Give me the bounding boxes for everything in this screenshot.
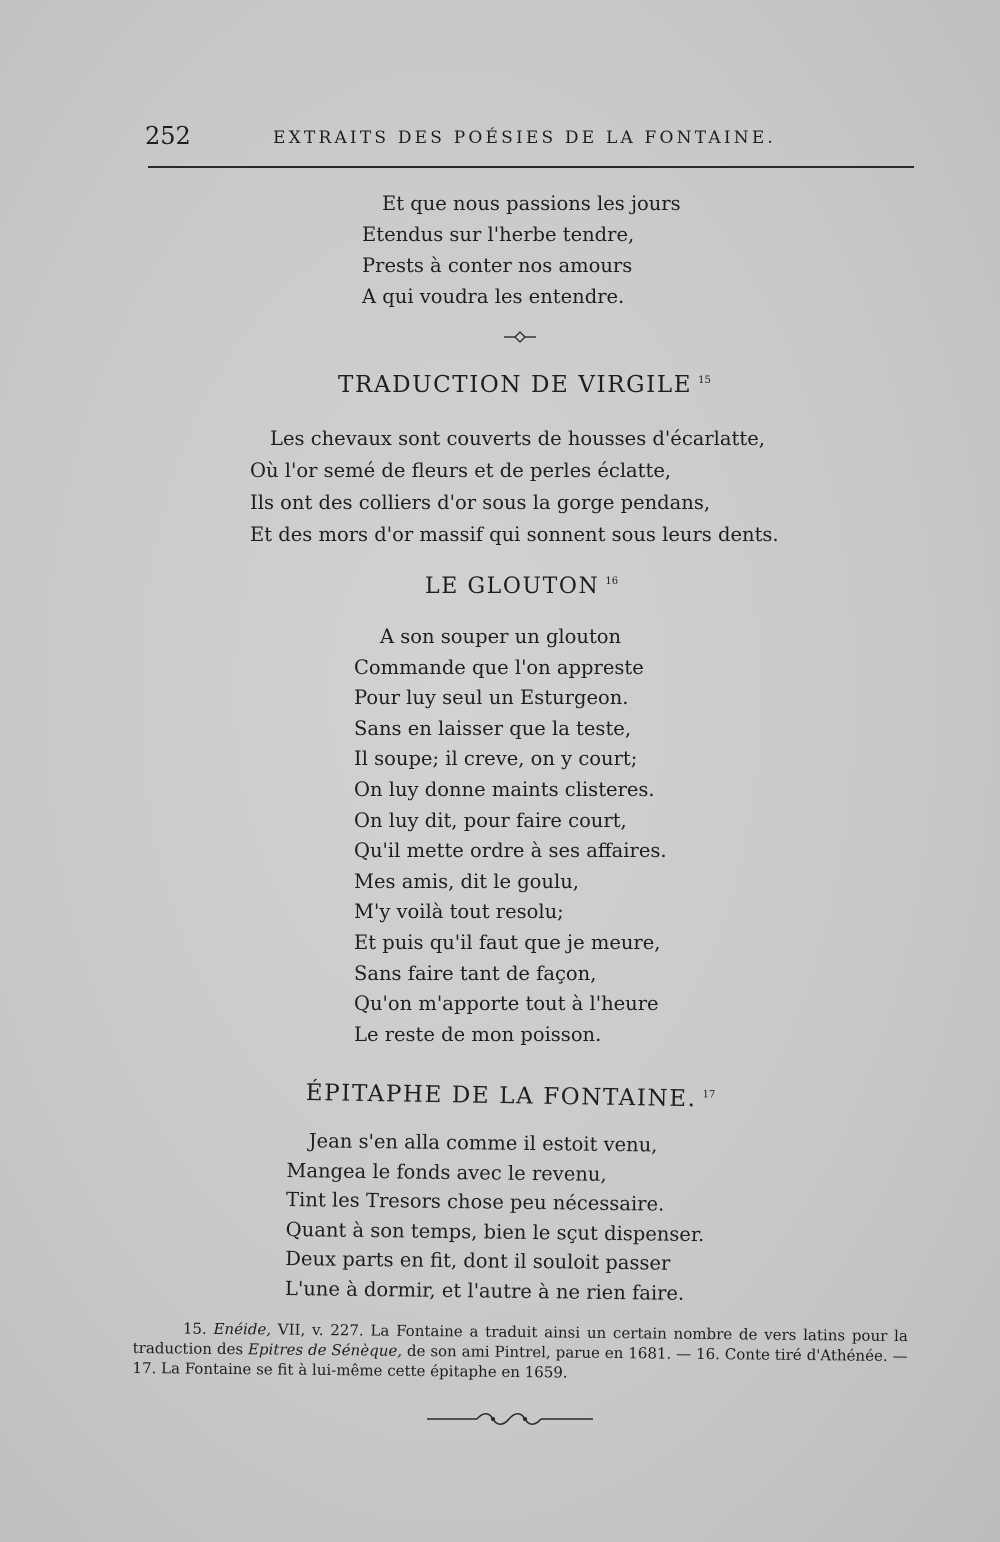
verse-line: Quant à son temps, bien le sçut dispenser. [285, 1217, 705, 1246]
verse-line: Les chevaux sont couverts de housses d'écarlatte, [270, 427, 765, 450]
section-ornament [500, 328, 540, 346]
footnote-text: 15. Enéide, VII, v. 227. La Fontaine a traduit ainsi un certain nombre de vers latins pour la traduction des Epitres de Sénèque, de son ami Pintrel, parue en 1681. — 16. Conte tiré d'Athénée. — 17. La Fontaine se fit à lui-même cette épitaphe en 1659. [132, 1319, 908, 1382]
verse-line: Sans en laisser que la teste, [354, 716, 632, 740]
footnote-number: 15. [182, 1319, 207, 1338]
stanza-verse [354, 622, 667, 1050]
verse-line: Prests à conter nos amours [362, 254, 633, 277]
verse-line: Et des mors d'or massif qui sonnent sous leurs dents. [250, 523, 779, 546]
footnote-17: — 17. La Fontaine se fit à lui-même cette épitaphe en 1659. [132, 1346, 908, 1382]
page-number: 252 [145, 122, 191, 150]
footnote-ref: 17 [702, 1089, 716, 1101]
section-heading-epitaphe: ÉPITAPHE DE LA FONTAINE. $^{17}$ [305, 1080, 716, 1113]
verse-line: Pour luy seul un Esturgeon. [354, 686, 629, 710]
verse-line: Et puis qu'il faut que je meure, [354, 930, 661, 954]
verse-line: A son souper un glouton [380, 625, 622, 648]
stanza-verse [285, 1126, 706, 1308]
verse-line: Qu'il mette ordre à ses affaires. [354, 839, 667, 863]
verse-line: Où l'or semé de fleurs et de perles éclatte, [250, 459, 672, 482]
tailpiece-ornament [425, 1408, 595, 1430]
section-heading-glouton: LE GLOUTON $^{16}$ [425, 574, 619, 599]
verse-line: Et que nous passions les jours [382, 192, 681, 215]
verse-line: Tint les Tresors chose peu nécessaire. [285, 1187, 665, 1216]
verse-line: Le reste de mon poisson. [354, 1022, 602, 1046]
footnote-ref: 16 [605, 576, 619, 587]
verse-line: On luy dit, pour faire court, [354, 808, 627, 832]
stanza-verse [250, 423, 779, 551]
running-head [145, 122, 915, 162]
verse-line: L'une à dormir, et l'autre à ne rien faire. [284, 1276, 685, 1305]
verse-line: Il soupe; il creve, on y court; [354, 747, 638, 771]
running-title: EXTRAITS DES POÉSIES DE LA FONTAINE. [273, 128, 777, 148]
header-rule [148, 166, 914, 168]
verse-line: Etendus sur l'herbe tendre, [362, 223, 635, 246]
verse-line: Mangea le fonds avec le revenu, [286, 1158, 607, 1186]
verse-line: Sans faire tant de façon, [354, 961, 597, 985]
footnote-ref: 15 [698, 375, 711, 386]
footnotes [132, 1318, 908, 1386]
verse-line: M'y voilà tout resolu; [354, 900, 564, 924]
verse-line: Ils ont des colliers d'or sous la gorge pendans, [250, 491, 711, 514]
verse-line: Mes amis, dit le goulu, [354, 869, 579, 893]
verse-line: Jean s'en alla comme il estoit venu, [308, 1129, 658, 1157]
work-title: Epitres de Sénèque, [247, 1340, 403, 1360]
verse-line: A qui voudra les entendre. [362, 285, 625, 308]
section-heading-virgile: TRADUCTION DE VIRGILE $^{15}$ [338, 372, 711, 398]
verse-line: Qu'on m'apporte tout à l'heure [354, 992, 659, 1016]
verse-line: On luy donne maints clisteres. [354, 777, 655, 801]
footnote-16: — 16. Conte tiré d'Athénée. [676, 1344, 888, 1365]
stanza-verse [362, 188, 681, 312]
work-title: Enéide, [213, 1319, 272, 1339]
verse-line: Commande que l'on appreste [354, 655, 644, 679]
verse-line: Deux parts en fit, dont il souloit passer [285, 1246, 671, 1275]
